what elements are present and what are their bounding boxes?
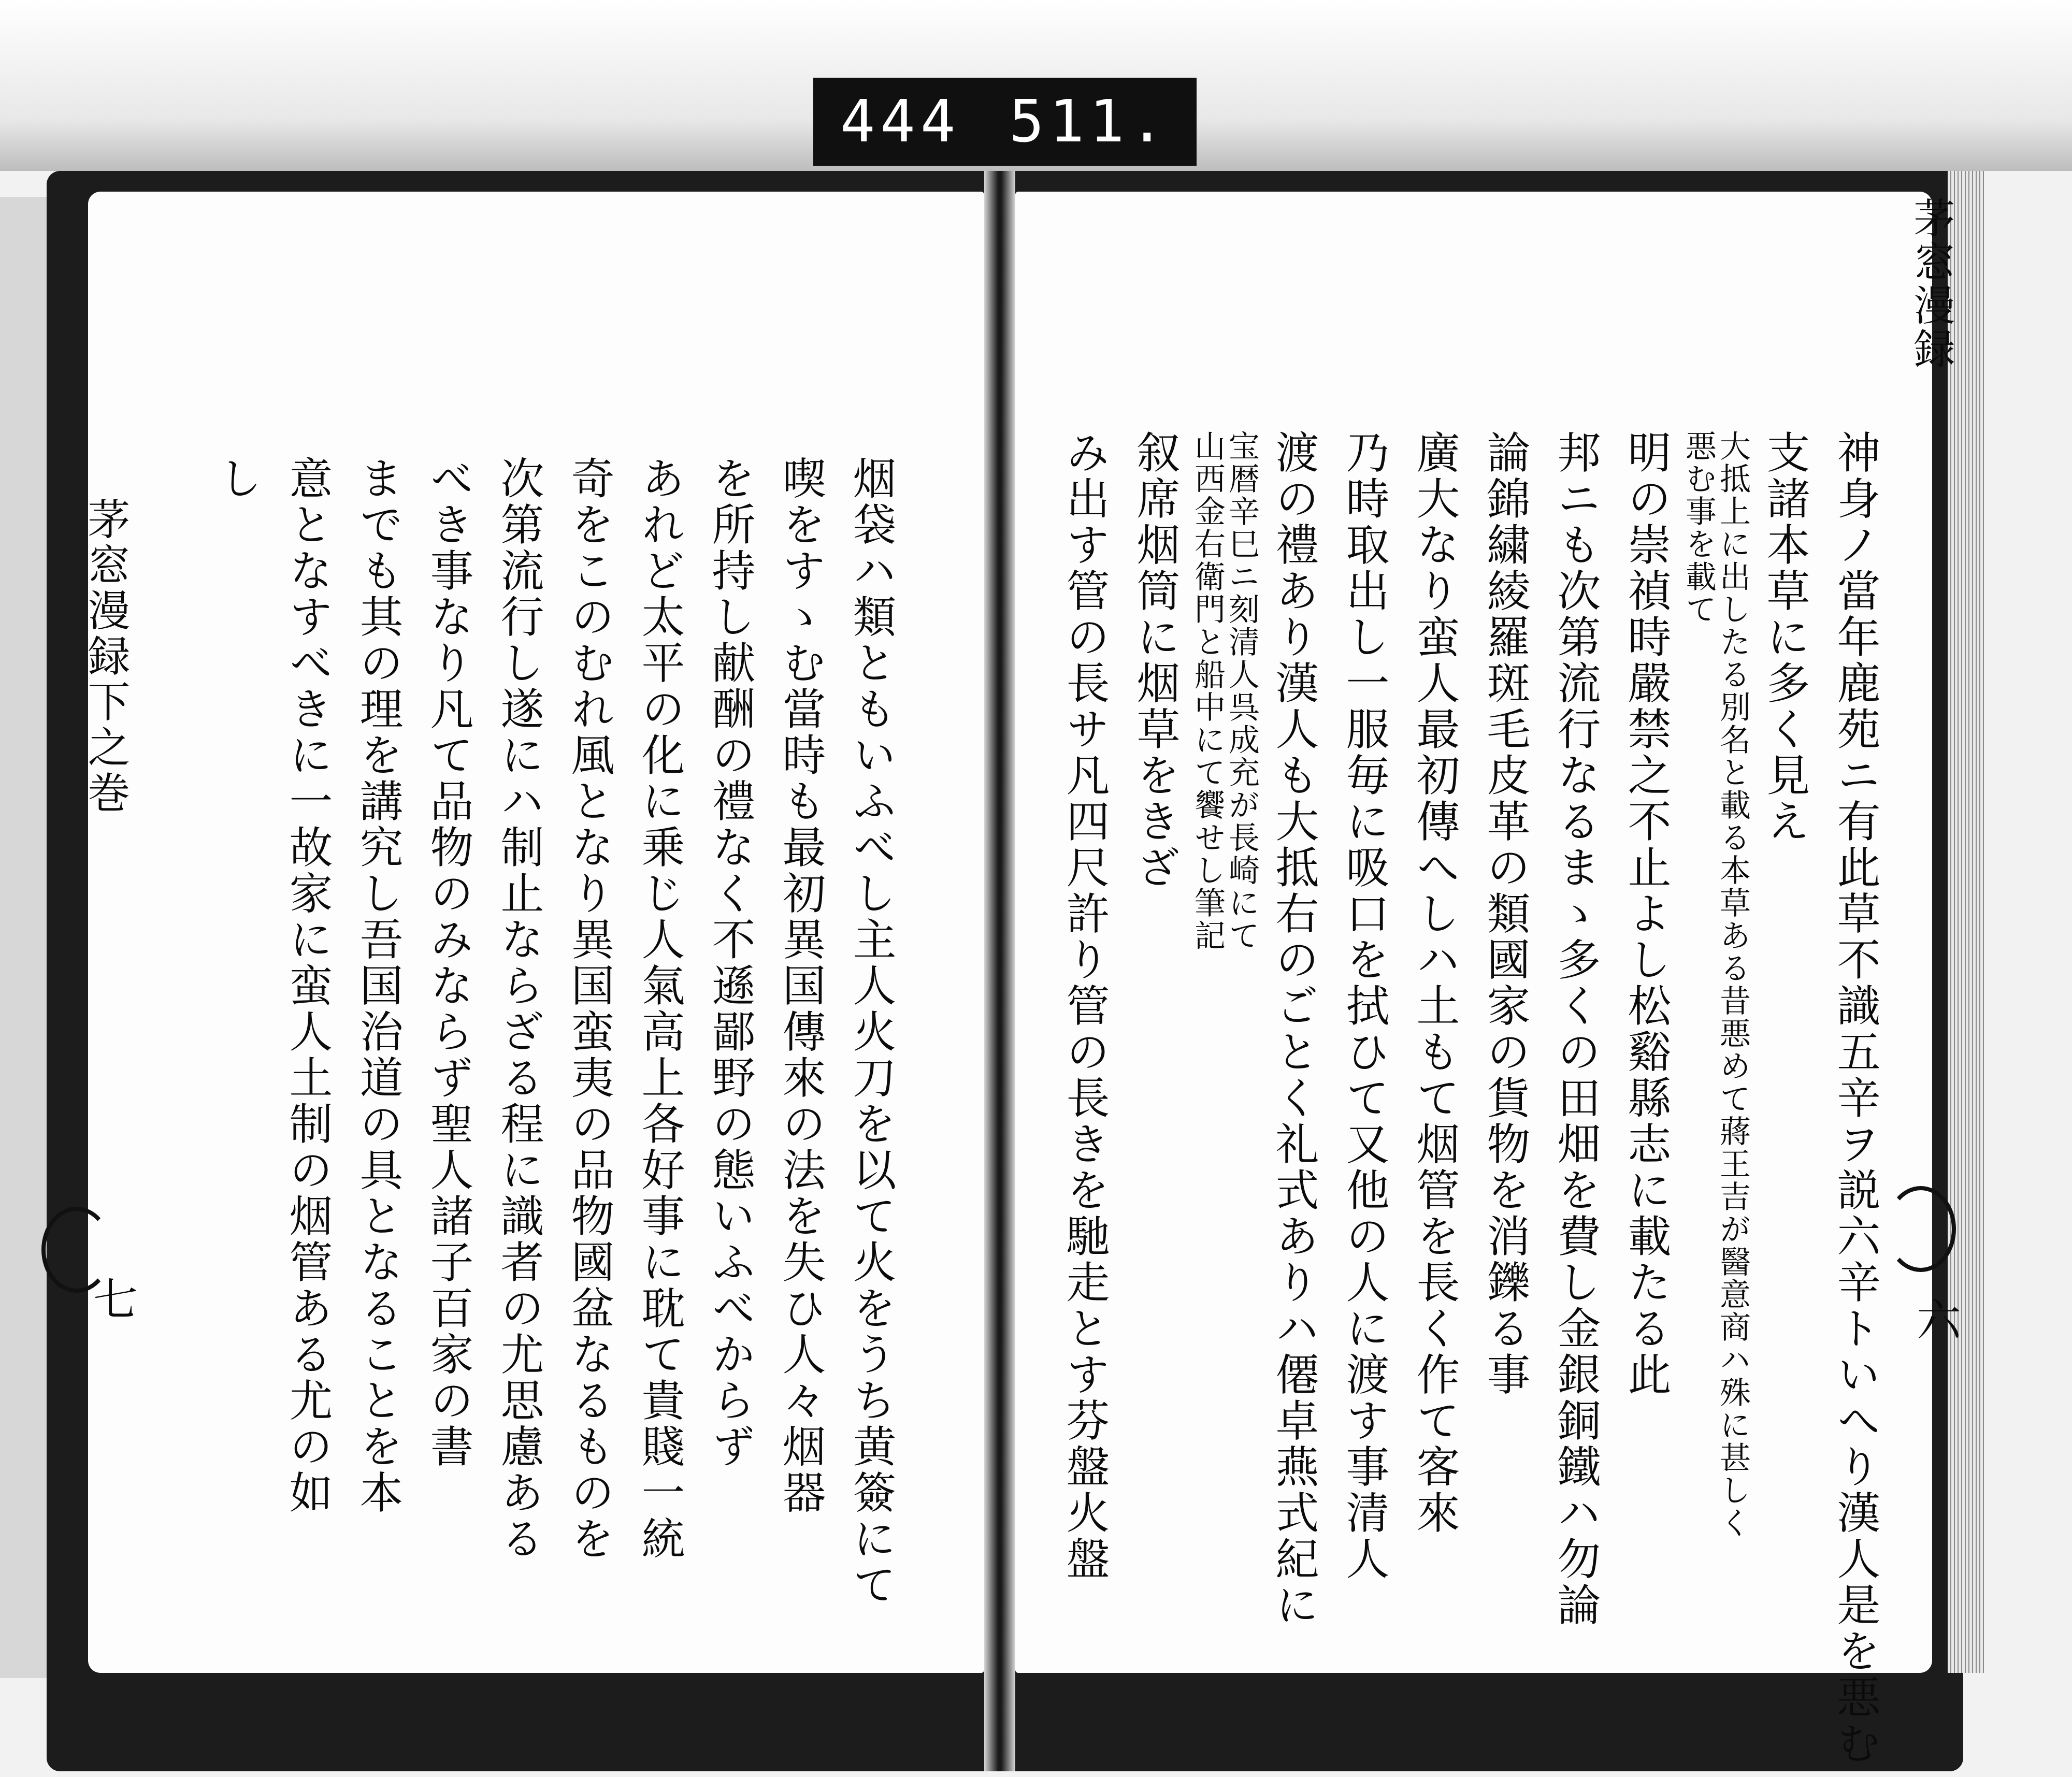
right-text-column: 支諸本草に多く見え xyxy=(1760,430,1810,845)
left-text-column: 次第流行し遂にハ制止ならざる程に識者の尤思慮ある xyxy=(494,456,544,1562)
right-text-annotation: 宝暦辛巳ニ刻清人呉成充が長崎にて xyxy=(1224,430,1260,952)
reference-label xyxy=(813,78,1197,166)
right-text-column: み出す管の長サ凡四尺許り管の長きを馳走とす芬盤火盤 xyxy=(1059,430,1110,1582)
book-gutter xyxy=(984,171,1015,1771)
right-text-column: 邦ニも次第流行なるまゝ多くの田畑を費し金銀銅鐵ハ勿論 xyxy=(1550,430,1601,1628)
left-page-number: 七 xyxy=(93,1274,138,1326)
left-text-column: べき事なり凡て品物のみならず聖人諸子百家の書 xyxy=(423,456,474,1470)
right-running-title: 茅窓漫録 xyxy=(1907,197,1955,371)
left-page-text xyxy=(212,456,906,1626)
left-text-column: 意となすべきに一故家に蛮人土制の烟管ある尤の如 xyxy=(282,456,333,1516)
right-text-column: 神身ノ當年鹿苑ニ有此草不識五辛ヲ説六辛トいへり漢人是を悪む xyxy=(1830,430,1881,1767)
left-text-column: を所持し献酬の禮なく不遜鄙野の態いふべからず xyxy=(705,456,756,1470)
right-text-column: 廣大なり蛮人最初傳へしハ土もて烟管を長く作て客來 xyxy=(1409,430,1460,1536)
left-text-column: 奇をこのむれ風となり異国蛮夷の品物國盆なるものを xyxy=(564,456,615,1562)
right-page-marker xyxy=(1886,1186,1956,1272)
right-text-annotation: 悪む事を載て xyxy=(1680,430,1717,626)
reference-label-right: 511. xyxy=(1009,88,1170,155)
reference-label-left: 444 xyxy=(840,88,961,155)
left-text-column: までも其の理を講究し吾国治道の具となることを本 xyxy=(353,456,404,1516)
left-text-column: し xyxy=(212,456,263,502)
left-text-column: 烟袋ハ類ともいふべし主人火刀を以て火をうち黄簽にて xyxy=(846,456,897,1608)
right-page-text xyxy=(1059,430,1891,1767)
left-running-title: 茅窓漫録下之巻 xyxy=(81,497,130,816)
right-page-stack xyxy=(1948,171,1984,1673)
right-text-column: 渡の禮あり漢人も大抵右のごとく礼式ありハ僊卓燕式紀に xyxy=(1269,430,1319,1628)
right-text-column: 論錦繍綾羅斑毛皮革の類國家の貨物を消鑠る事 xyxy=(1480,430,1531,1398)
right-text-column: 乃時取出し一服毎に吸口を拭ひて又他の人に渡す事清人 xyxy=(1339,430,1390,1582)
left-text-column: あれど太平の化に乗じ人氣高上各好事に耽て貴賤一統 xyxy=(635,456,685,1562)
right-text-column: 叙席烟筒に烟草をきざ xyxy=(1130,430,1181,891)
left-text-column: 喫をすゝむ當時も最初異国傳來の法を失ひ人々烟器 xyxy=(775,456,826,1516)
right-text-annotation: 山西金右衛門と船中にて饗せし筆記 xyxy=(1189,430,1226,952)
right-text-column: 明の崇禎時嚴禁之不止よし松谿縣志に載たる此 xyxy=(1621,430,1672,1398)
right-text-annotation: 大抵上に出したる別名と載る本草ある昔悪めて蔣王吉が醫意商ハ殊に甚しく xyxy=(1715,430,1751,1539)
right-page-number: 六 xyxy=(1917,1295,1961,1347)
